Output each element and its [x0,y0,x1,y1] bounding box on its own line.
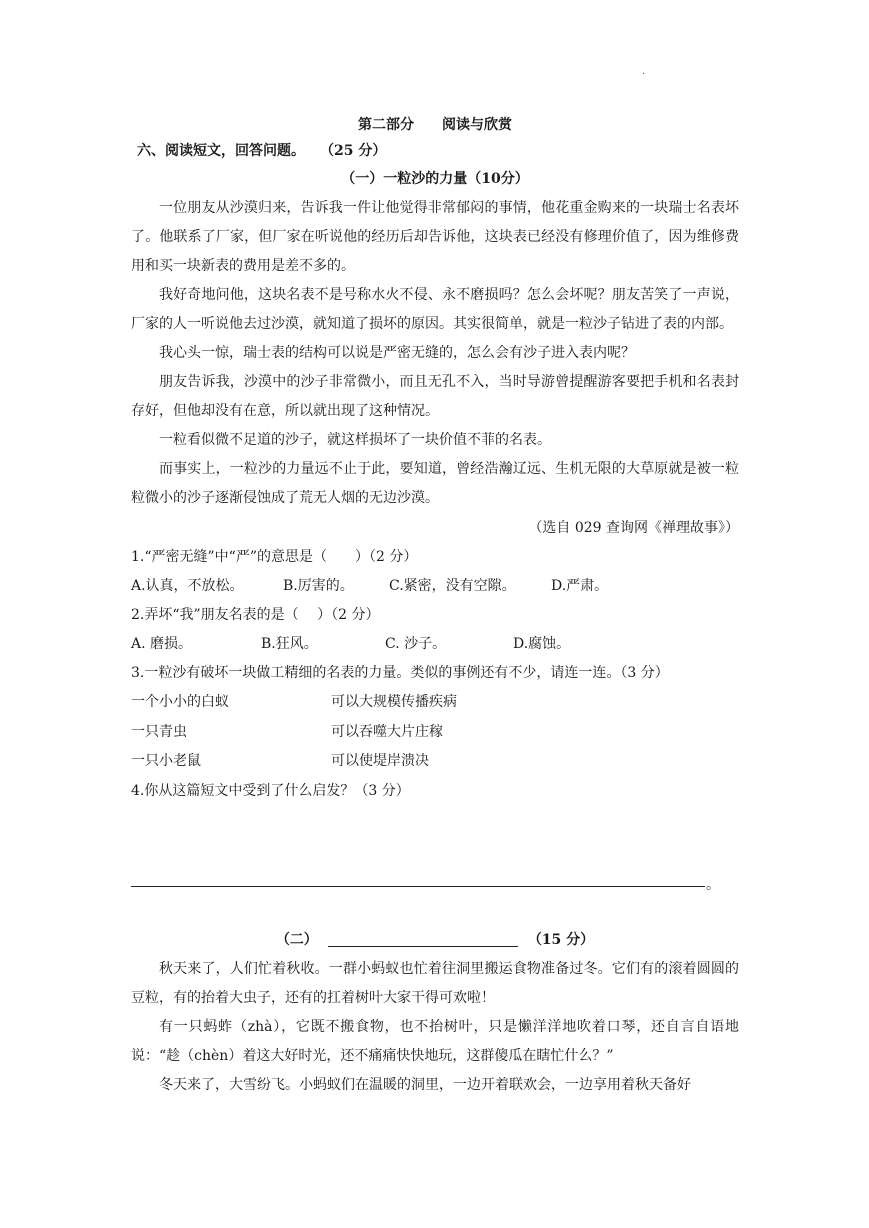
passage2-title [131,925,739,955]
section-score: （25 分） [327,143,387,159]
page-mark: . [642,66,646,77]
part-one [131,112,739,806]
question-2-options [131,630,739,659]
match-left: 一个小小的白蚁 [131,694,229,710]
passage1-paragraph: 我心头一惊，瑞士表的结构可以说是严密无缝的，怎么会有沙子进入表内呢？ [159,345,635,361]
answer-end-mark: 。 [706,877,720,893]
option-c: C.紧密，没有空隙。 [389,578,516,594]
match-right: 可以吞噬大片庄稼 [331,723,443,740]
match-right: 可以使堤岸溃决 [331,753,429,769]
part-title-right: 阅读与欣赏 [442,117,512,133]
passage1-source: （选自 029 查询网《禅理故事》） [528,520,739,536]
part-title-left: 第二部分 [358,117,414,133]
question-1: 1.“严密无缝”中“严”的意思是（ ）（2 分） [131,549,418,565]
passage1-paragraph: 朋友告诉我，沙漠中的沙子非常微小，而且无孔不入，当时导游曾提醒游客要把手机和名表封存好，但他却没有在意，所以就出现了这种情况。 [131,374,739,419]
passage2-paragraph: 冬天来了，大雪纷飞。小蚂蚁们在温暖的洞里，一边开着联欢会，一边享用着秋天备好 [159,1077,691,1093]
option-a: A. 磨损。 [131,636,193,652]
option-b: B.狂风。 [261,636,318,652]
passage1-paragraph: 一位朋友从沙漠归来，告诉我一件让他觉得非常郁闷的事情，他花重金购来的一块瑞士名表坏了。他联系了厂家，但厂家在听说他的经历后却告诉他，这块表已经没有修理价值了，因为维修费用和买一块新表的费用是差不多的。 [131,200,739,274]
option-a: A.认真，不放松。 [131,578,244,594]
match-row [131,718,739,748]
option-d: D.严肃。 [551,578,609,594]
passage2-title-prefix: （二） [275,932,318,948]
passage2-paragraph: 秋天来了，人们忙着秋收。一群小蚂蚁也忙着往洞里搬运食物准备过冬。它们有的滚着圆圆的豆粒，有的抬着大虫子，还有的扛着树叶大家干得可欢啦！ [131,961,739,1006]
match-row [131,747,739,777]
option-c: C. 沙子。 [385,636,447,652]
passage1-paragraph: 我好奇地问他，这块名表不是号称水火不侵、永不磨损吗？怎么会坏呢？朋友苦笑了一声说，厂家的人一听说他去过沙漠，就知道了损坏的原因。其实很简单，就是一粒沙子钻进了表的内部。 [131,287,739,332]
section-title: 六、阅读短文，回答问题。 [137,143,305,159]
option-b: B.厉害的。 [283,578,354,594]
question-2: 2.弄坏“我”朋友名表的是（ ）（2 分） [131,607,380,623]
match-left: 一只小老鼠 [131,753,201,769]
option-d: D.腐蚀。 [513,636,571,652]
section-heading [137,138,739,164]
passage1-title: （一）一粒沙的力量（10分） [341,171,529,187]
answer-line[interactable] [131,886,705,887]
match-left: 一只青虫 [131,723,187,740]
question-1-options [131,572,739,601]
part-title [131,112,739,138]
title-blank[interactable] [328,928,518,947]
passage2-title-score: （15 分） [527,932,595,948]
passage1-paragraph: 一粒看似微不足道的沙子，就这样损坏了一块价值不菲的名表。 [159,432,551,448]
passage2-paragraph: 有一只蚂蚱（zhà），它既不搬食物，也不抬树叶，只是懒洋洋地吹着口琴，还自言自语地说：“趁（chèn）着这大好时光，还不痛痛快快地玩，这群傻瓜在瞎忙什么？” [131,1019,739,1064]
question-3: 3.一粒沙有破坏一块做工精细的名表的力量。类似的事例还有不少，请连一连。（3 分） [131,665,669,681]
part-two [131,925,739,1100]
question-4: 4.你从这篇短文中受到了什么启发？（3 分） [131,782,410,799]
match-right: 可以大规模传播疾病 [331,694,457,710]
match-row [131,688,739,718]
passage1-paragraph: 而事实上，一粒沙的力量远不止于此，要知道，曾经浩瀚辽远、生机无限的大草原就是被一粒粒微小的沙子逐渐侵蚀成了荒无人烟的无边沙漠。 [131,461,739,506]
